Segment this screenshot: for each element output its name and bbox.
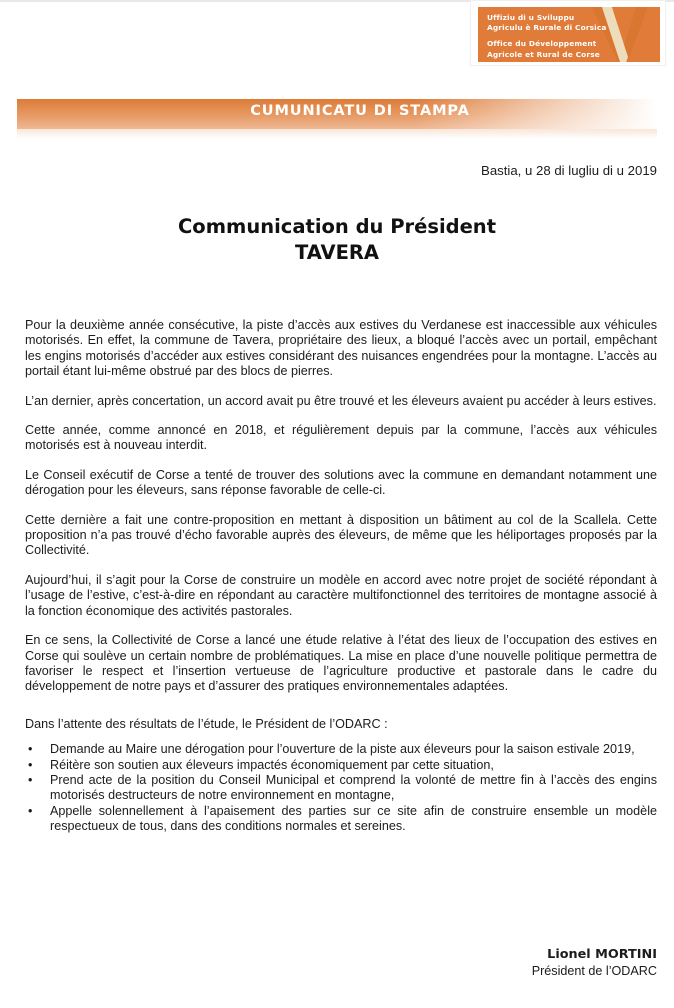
- logo-line-co-2: Agriculu è Rurale di Corsica: [487, 23, 607, 33]
- signature-name: Lionel MORTINI: [547, 947, 657, 962]
- bullet-marker-icon: •: [28, 772, 33, 787]
- list-intro: Dans l’attente des résultats de l’étude, le Président de l’ODARC :: [25, 716, 388, 731]
- page-title-line1: Communication du Président: [177, 215, 497, 238]
- paragraph: Aujourd’hui, il s’agit pour la Corse de construire un modèle en accord avec notre projet de société répondant à l’usage de l’estive, c’est-à-dire en répondant au caractère multifonctionnel des territoires de montagne associé à la fonction économique des activités pastorales.: [25, 572, 657, 618]
- signature-role: Président de l’ODARC: [531, 964, 657, 978]
- list-item-text: Prend acte de la position du Conseil Municipal et comprend la volonté de mettre fin à l’accès des engins motorisés destructeurs de notre environnement en montagne,: [50, 772, 657, 803]
- paragraph: Cette dernière a fait une contre-proposition en mettant à disposition un bâtiment au col de la Scallela. Cette proposition n’a pas trouvé d’écho favorable auprès des éleveurs, de même que les héliportages proposés par la Collectivité.: [25, 512, 657, 558]
- list-item: [25, 742, 657, 757]
- page-title-line2: TAVERA: [294, 241, 380, 264]
- logo-text: [487, 13, 607, 60]
- banner-title: CUMUNICATU DI STAMPA: [250, 103, 470, 119]
- paragraph: En ce sens, la Collectivité de Corse a lancé une étude relative à l’état des lieux de l’occupation des estives en Corse qui soulève un certain nombre de problématiques. La mise en place d’une nouvelle politique permettra de favoriser le respect et l’insertion vertueuse de l’agriculture productive et pastorale dans le cadre du développement de notre pays et d’assurer des pratiques environnementales adaptées.: [25, 633, 657, 694]
- document-body: [25, 318, 657, 835]
- bullet-marker-icon: •: [28, 803, 33, 818]
- page-title: [0, 214, 674, 266]
- banner-fade: [17, 129, 657, 139]
- bullet-marker-icon: •: [28, 757, 33, 772]
- list-item-text: Demande au Maire une dérogation pour l’ouverture de la piste aux éleveurs pour la saison estivale 2019,: [50, 742, 635, 757]
- odarc-logo: [470, 0, 666, 66]
- press-release-banner: [17, 99, 657, 129]
- paragraph: Le Conseil exécutif de Corse a tenté de trouver des solutions avec la commune en demandant notamment une dérogation pour les éleveurs, sans réponse favorable de celle-ci.: [25, 467, 657, 498]
- list-item: [25, 804, 657, 835]
- bullet-marker-icon: •: [28, 742, 33, 757]
- list-item-text: Appelle solennellement à l’apaisement des parties sur ce site afin de construire ensemble un modèle respectueux de tous, dans des conditions normales et sereines.: [50, 803, 657, 834]
- signature-block: [0, 946, 657, 980]
- logo-line-co-1: Uffiziu di u Sviluppu: [487, 13, 575, 22]
- logo-line-fr-1: Office du Développement: [487, 39, 597, 49]
- paragraph: L’an dernier, après concertation, un accord avait pu être trouvé et les éleveurs avaient pu accéder à leurs estives.: [25, 393, 657, 408]
- logo-orange-panel: [478, 7, 660, 62]
- list-item: [25, 773, 657, 804]
- logo-line-fr-2: Agricole et Rural de Corse: [487, 49, 600, 59]
- list-item: [25, 758, 657, 773]
- date-line: Bastia, u 28 di lugliu di u 2019: [481, 163, 657, 178]
- paragraph: Pour la deuxième année consécutive, la piste d’accès aux estives du Verdanese est inaccessible aux véhicules motorisés. En effet, la commune de Tavera, propriétaire des lieux, a bloqué l’accès avec un portail, empêchant les engins motorisés d’accéder aux estives considérant des nuisances engendrées pour la montagne. L’accès au portail étant lui-même obstrué par des blocs de pierres.: [25, 318, 657, 379]
- commitments-list: [25, 742, 657, 834]
- list-item-text: Réitère son soutien aux éleveurs impactés économiquement par cette situation,: [50, 757, 494, 772]
- paragraph: Cette année, comme annoncé en 2018, et régulièrement depuis par la commune, l’accès aux véhicules motorisés est à nouveau interdit.: [25, 423, 657, 453]
